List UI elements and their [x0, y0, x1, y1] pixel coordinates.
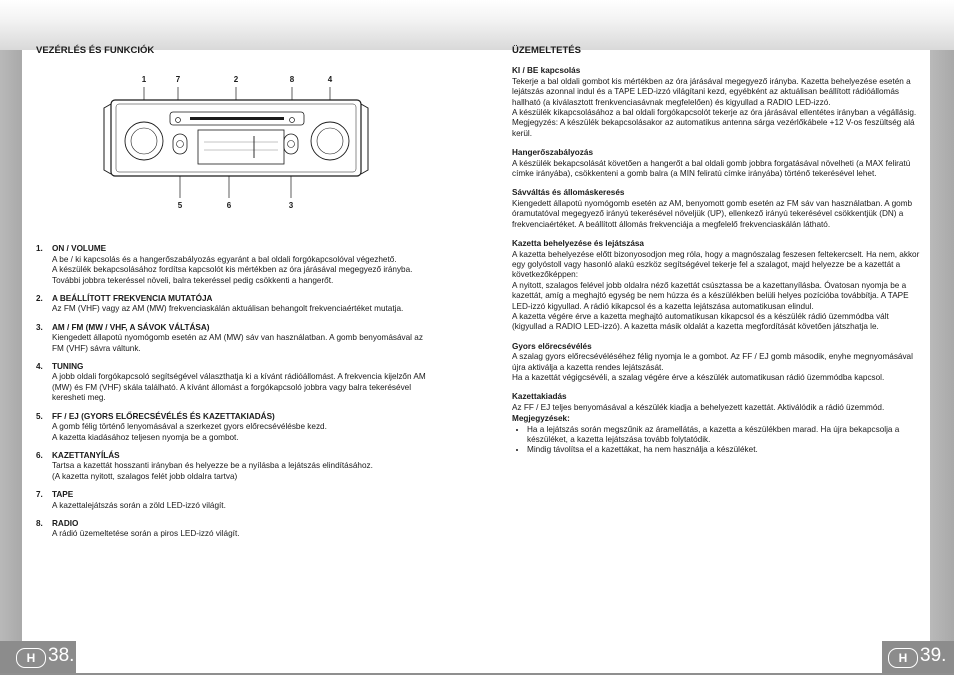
diagram-label-4: 4 — [327, 75, 333, 84]
diagram-label-3: 3 — [288, 201, 294, 210]
control-item-title-text: AM / FM (MW / VHF, A SÁVOK VÁLTÁSA) — [52, 322, 210, 332]
control-item-title — [36, 294, 436, 304]
control-item-text: Az FM (VHF) vagy az AM (MW) frekvenciaskálán aktuálisan behangolt frekvenciaértéket mutatja. — [52, 304, 404, 314]
control-item — [36, 490, 436, 511]
radio-diagram-svg — [100, 70, 380, 215]
control-item — [36, 323, 436, 354]
control-item-title — [36, 519, 436, 529]
control-item-number: 3. — [36, 322, 43, 332]
section-text: Kiengedett állapotú nyomógomb esetén az AM, benyomott gomb esetén az FM sáv van használatban. A gomb óramutatóval megegyező irányú tekerésével növeljük (UP), ellenkező irányú tekerésével csökkentjük (DN) a frekvenciaértéket. A beállított állomás frekvenciája a megfelelő frekvenciaskálán látható. — [512, 198, 913, 229]
control-list — [36, 244, 436, 539]
section-title: Sávváltás és állomáskeresés — [512, 188, 625, 198]
page-number-right — [882, 641, 954, 673]
section-text: A készülék bekapcsolását követően a hangerőt a bal oldali gomb jobbra forgatásával növelheti (a MAX feliratú címke irányába), csökkenteni a gomb balra (a MIN feliratú címke irányába) történő tekerésével lehet. — [512, 158, 911, 179]
control-item — [36, 294, 436, 315]
diagram-label-1: 1 — [141, 75, 147, 84]
notes-list — [512, 425, 920, 456]
control-item-title-text: A BEÁLLÍTOTT FREKVENCIA MUTATÓJA — [52, 294, 213, 304]
operation-sections — [512, 66, 920, 413]
control-item-title-text: KAZETTANYÍLÁS — [52, 450, 120, 460]
language-badge-right: H — [888, 648, 918, 668]
control-item-title-text: RADIO — [52, 518, 79, 528]
section-text: Ha a kazettát végigcsévéli, a szalag végére érve a készülék automatikusan rádió üzemmódba kapcsol. — [512, 372, 885, 382]
diagram-label-8: 8 — [289, 75, 295, 84]
control-item-number: 8. — [36, 518, 43, 528]
section-title: Kazetta behelyezése és lejátszása — [512, 239, 644, 249]
control-item-number: 4. — [36, 362, 43, 372]
control-item-text: (A kazetta nyitott, szalagos felét jobb oldalra tartva) — [52, 471, 238, 481]
section-title: KI / BE kapcsolás — [512, 66, 581, 76]
section-text: Az FF / EJ teljes benyomásával a készülék kiadja a behelyezett kazettát. Aktiválódik a rádió üzemmód. — [512, 402, 885, 412]
page-header-band — [0, 0, 954, 50]
diagram-label-7: 7 — [175, 75, 181, 84]
control-item-title — [36, 490, 436, 500]
section-text: A nyitott, szalagos felével jobb oldalra néző kazettát csúsztassa be a kazettanyílásba. Óvatosan nyomja be a kazettát, amíg a meghajtó egység be nem húzza és a készülékben belüli helyes pozícióba továbbítja. A TAPE LED-izzó kigyullad. A rádió kikapcsol és a kazetta lejátszása automatikusan elindul. — [512, 280, 909, 311]
language-badge-left: H — [16, 648, 46, 668]
left-margin-bar — [0, 50, 22, 675]
left-heading: VEZÉRLÉS ÉS FUNKCIÓK — [36, 45, 155, 56]
section-text: Megjegyzés: A készülék bekapcsolásakor az automatikus antenna sárga vezérlőkábele +12 V-os feszültség alá kerül. — [512, 118, 915, 138]
section-text: A kazetta végére érve a kazetta meghajtó automatikusan kikapcsol és a készülék rádió üzemmódba vált (kigyullad a RADIO LED-izzó). A kazetta másik oldalát a kazetta megfordítását követően játszhatja le. — [512, 311, 889, 332]
control-item-title-text: TAPE — [52, 490, 74, 500]
page-number-left — [0, 641, 76, 673]
section-text: A kazetta behelyezése előtt bizonyosodjon meg róla, hogy a magnószalag feszesen feltekercselt. Ha nem, akkor egy golyóstoll vagy hasonló alakú eszköz segítségével tekerje fel a szalagot, majd helyezze be a kazettát a következőképpen: — [512, 249, 920, 280]
control-item-text: A be / ki kapcsolás és a hangerőszabályozás egyaránt a bal oldali forgókapcsolóval végezhető. — [52, 254, 397, 264]
control-item-text: Kiengedett állapotú nyomógomb esetén az AM (MW) sáv van használatban. A gomb benyomásával az FM (VHF) sávra váltunk. — [52, 333, 423, 353]
control-item — [36, 362, 436, 404]
section-text: A készülék kikapcsolásához a bal oldali forgókapcsolót tekerje az óra járásával ellentétes irányban a végállásig. — [512, 108, 917, 118]
section-text: A szalag gyors előrecsévéléséhez félig nyomja le a gombot. Az FF / EJ gomb második, enyhe megnyomásával újra aktiválja a kazetta rendes lejátszását. — [512, 352, 913, 372]
control-item — [36, 244, 436, 286]
right-page — [512, 46, 920, 456]
control-item-title — [36, 412, 436, 422]
control-item-text: A gomb félig történő lenyomásával a szerkezet gyors előrecsévélésbe kezd. — [52, 422, 327, 432]
right-margin-bar — [930, 50, 954, 675]
control-item-text: A készülék bekapcsolásához fordítsa kapcsolót kis mértékben az óra járásával megegyező irányba. — [52, 265, 413, 275]
right-heading: ÜZEMELTETÉS — [512, 45, 581, 56]
control-item-number: 2. — [36, 294, 43, 304]
diagram-label-2: 2 — [233, 75, 239, 84]
control-item-title-text: TUNING — [52, 362, 84, 372]
control-item-title — [36, 362, 436, 372]
control-item — [36, 519, 436, 540]
control-item-text: A kazetta kiadásához teljesen nyomja be a gombot. — [52, 432, 239, 442]
control-item-title — [36, 451, 436, 461]
radio-diagram — [100, 70, 380, 215]
control-item-title-text: ON / VOLUME — [52, 244, 107, 254]
section-title: Gyors előrecsévélés — [512, 341, 592, 351]
control-item-number: 1. — [36, 244, 43, 254]
control-item — [36, 412, 436, 443]
control-item-text: A kazettalejátszás során a zöld LED-izzó világít. — [52, 500, 226, 510]
section-text: Tekerje a bal oldali gombot kis mértékben az óra járásával megegyező irányba. Kazetta behelyezése esetén a lejátszás azonnal indul és a TAPE LED-izzó világítani kezd, egyébként az aktuálisan beállított rádióállomás hallható (a kiválasztott frenkvenciasávnak megfelelően) és kigyullad a RADIO LED-izzó. — [512, 76, 911, 107]
control-item-number: 5. — [36, 411, 43, 421]
control-item-text: A rádió üzemeltetése során a piros LED-izzó világít. — [52, 529, 240, 539]
section-title: Hangerőszabályozás — [512, 148, 593, 158]
control-item-text: További jobbra tekeréssel növeli, balra tekeréssel pedig csökkenti a hangerőt. — [52, 275, 334, 285]
page-number-left-text: 38. — [48, 645, 75, 666]
diagram-label-6: 6 — [226, 201, 232, 210]
control-item-title — [36, 244, 436, 254]
control-item-title — [36, 323, 436, 333]
control-item-title-text: FF / EJ (GYORS ELŐRECSÉVÉLÉS ÉS KAZETTAKIADÁS) — [52, 411, 275, 421]
section-title: Kazettakiadás — [512, 392, 567, 402]
control-item — [36, 451, 436, 482]
control-item-text: A jobb oldali forgókapcsoló segítségével választhatja ki a kívánt rádióállomást. A frekvencia kijelzőn AM (MW) és FM (VHF) skála található. A kívánt állomást a forgókapcsoló jobbra vagy balra tekerésével keresheti meg. — [52, 372, 426, 403]
control-item-number: 6. — [36, 450, 43, 460]
control-item-number: 7. — [36, 490, 43, 500]
note-item: • Ha a lejátszás során megszűnik az áramellátás, a kazetta a készülékben marad. Ha újra bekapcsolja a készüléket, a kazetta lejátszása tovább folytatódik. — [527, 425, 920, 446]
diagram-label-5: 5 — [177, 201, 183, 210]
control-item-text: Tartsa a kazettát hosszanti irányban és helyezze be a nyílásba a lejátszás elindításához. — [52, 461, 373, 471]
page-number-right-text: 39. — [920, 645, 947, 666]
note-item: • Mindig távolítsa el a kazettákat, ha nem használja a készüléket. — [527, 445, 920, 455]
notes-title: Megjegyzések: — [512, 414, 570, 424]
